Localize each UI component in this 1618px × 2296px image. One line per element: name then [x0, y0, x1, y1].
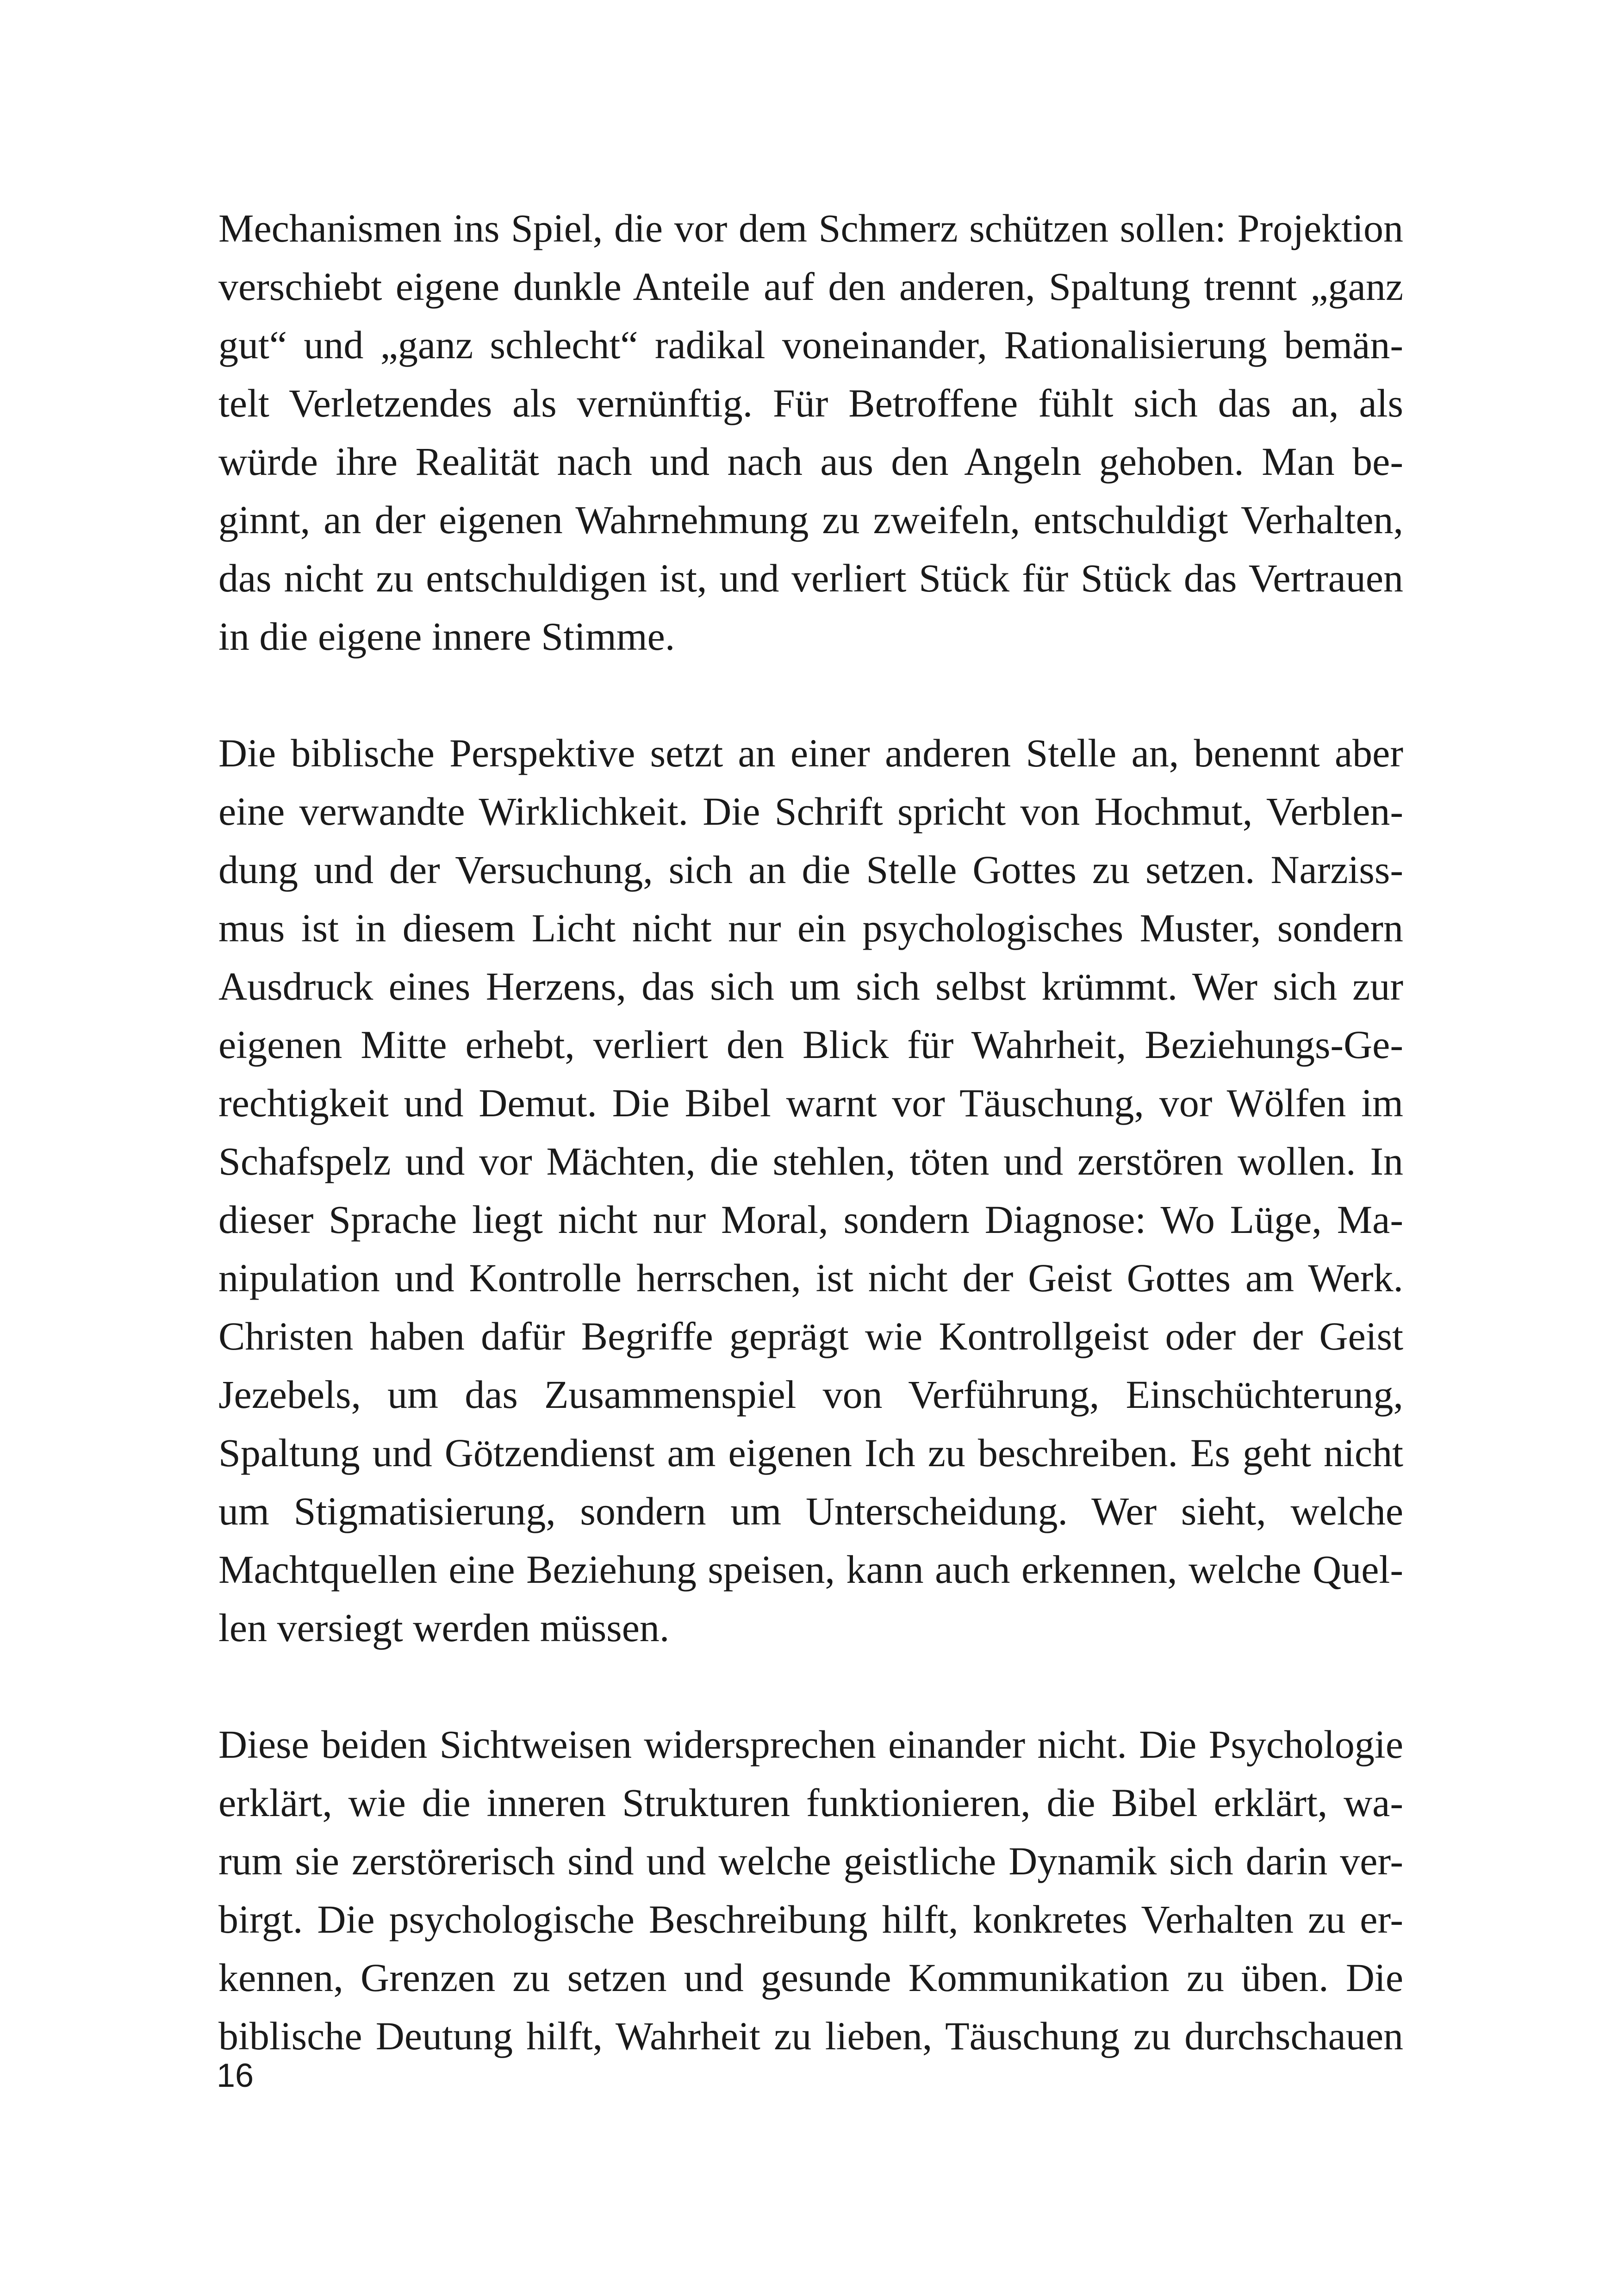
text-line: telt Verletzendes als vernünftig. Für Betroffene fühlt sich das an, als [218, 381, 1403, 425]
paragraph-2 [218, 724, 1403, 1657]
text-line: kennen, Grenzen zu setzen und gesunde Kommunikation zu üben. Die [218, 1955, 1403, 2000]
text-line: würde ihre Realität nach und nach aus den Angeln gehoben. Man be- [218, 439, 1403, 484]
page-number: 16 [217, 2057, 254, 2094]
text-line: Die biblische Perspektive setzt an einer anderen Stelle an, benennt aber [218, 731, 1403, 775]
paragraph-3 [218, 1715, 1403, 2065]
text-line: len versiegt werden müssen. [218, 1605, 670, 1650]
text-line: rum sie zerstörerisch sind und welche geistliche Dynamik sich darin ver- [218, 1839, 1403, 1883]
text-line: Schafspelz und vor Mächten, die stehlen, töten und zerstören wollen. In [218, 1139, 1403, 1183]
text-line: Spaltung und Götzendienst am eigenen Ich zu beschreiben. Es geht nicht [218, 1431, 1403, 1475]
text-line: Machtquellen eine Beziehung speisen, kann auch erkennen, welche Quel- [218, 1547, 1403, 1592]
text-line: Ausdruck eines Herzens, das sich um sich selbst krümmt. Wer sich zur [218, 964, 1403, 1008]
text-line: Diese beiden Sichtweisen widersprechen einander nicht. Die Psychologie [218, 1722, 1403, 1767]
paragraph-spacer [218, 1657, 1403, 1715]
body-text [218, 199, 1403, 2065]
paragraph-1 [218, 199, 1403, 666]
text-line: verschiebt eigene dunkle Anteile auf den anderen, Spaltung trennt „ganz [218, 264, 1403, 309]
text-line: mus ist in diesem Licht nicht nur ein psychologisches Muster, sondern [218, 906, 1403, 950]
text-line: nipulation und Kontrolle herrschen, ist nicht der Geist Gottes am Werk. [218, 1256, 1403, 1300]
text-line: eine verwandte Wirklichkeit. Die Schrift spricht von Hochmut, Verblen- [218, 789, 1403, 834]
text-line: ginnt, an der eigenen Wahrnehmung zu zweifeln, entschuldigt Verhalten, [218, 498, 1403, 542]
text-line: rechtigkeit und Demut. Die Bibel warnt vor Täuschung, vor Wölfen im [218, 1081, 1403, 1125]
text-line: biblische Deutung hilft, Wahrheit zu lieben, Täuschung zu durchschauen [218, 2014, 1403, 2058]
text-line: das nicht zu entschuldigen ist, und verliert Stück für Stück das Vertrauen [218, 556, 1403, 600]
text-line: dieser Sprache liegt nicht nur Moral, sondern Diagnose: Wo Lüge, Ma- [218, 1197, 1403, 1242]
text-line: gut“ und „ganz schlecht“ radikal voneinander, Rationalisierung bemän- [218, 323, 1403, 367]
text-line: dung und der Versuchung, sich an die Stelle Gottes zu setzen. Narziss- [218, 847, 1403, 892]
text-line: Christen haben dafür Begriffe geprägt wie Kontrollgeist oder der Geist [218, 1314, 1403, 1358]
text-line: Mechanismen ins Spiel, die vor dem Schmerz schützen sollen: Projektion [218, 206, 1403, 250]
text-line: Jezebels, um das Zusammenspiel von Verführung, Einschüchterung, [218, 1372, 1403, 1417]
text-line: birgt. Die psychologische Beschreibung hilft, konkretes Verhalten zu er- [218, 1897, 1403, 1941]
text-line: in die eigene innere Stimme. [218, 614, 675, 659]
text-line: eigenen Mitte erhebt, verliert den Blick für Wahrheit, Beziehungs-Ge- [218, 1022, 1403, 1067]
paragraph-spacer [218, 666, 1403, 724]
text-line: um Stigmatisierung, sondern um Unterscheidung. Wer sieht, welche [218, 1489, 1403, 1533]
text-line: erklärt, wie die inneren Strukturen funktionieren, die Bibel erklärt, wa- [218, 1780, 1403, 1825]
